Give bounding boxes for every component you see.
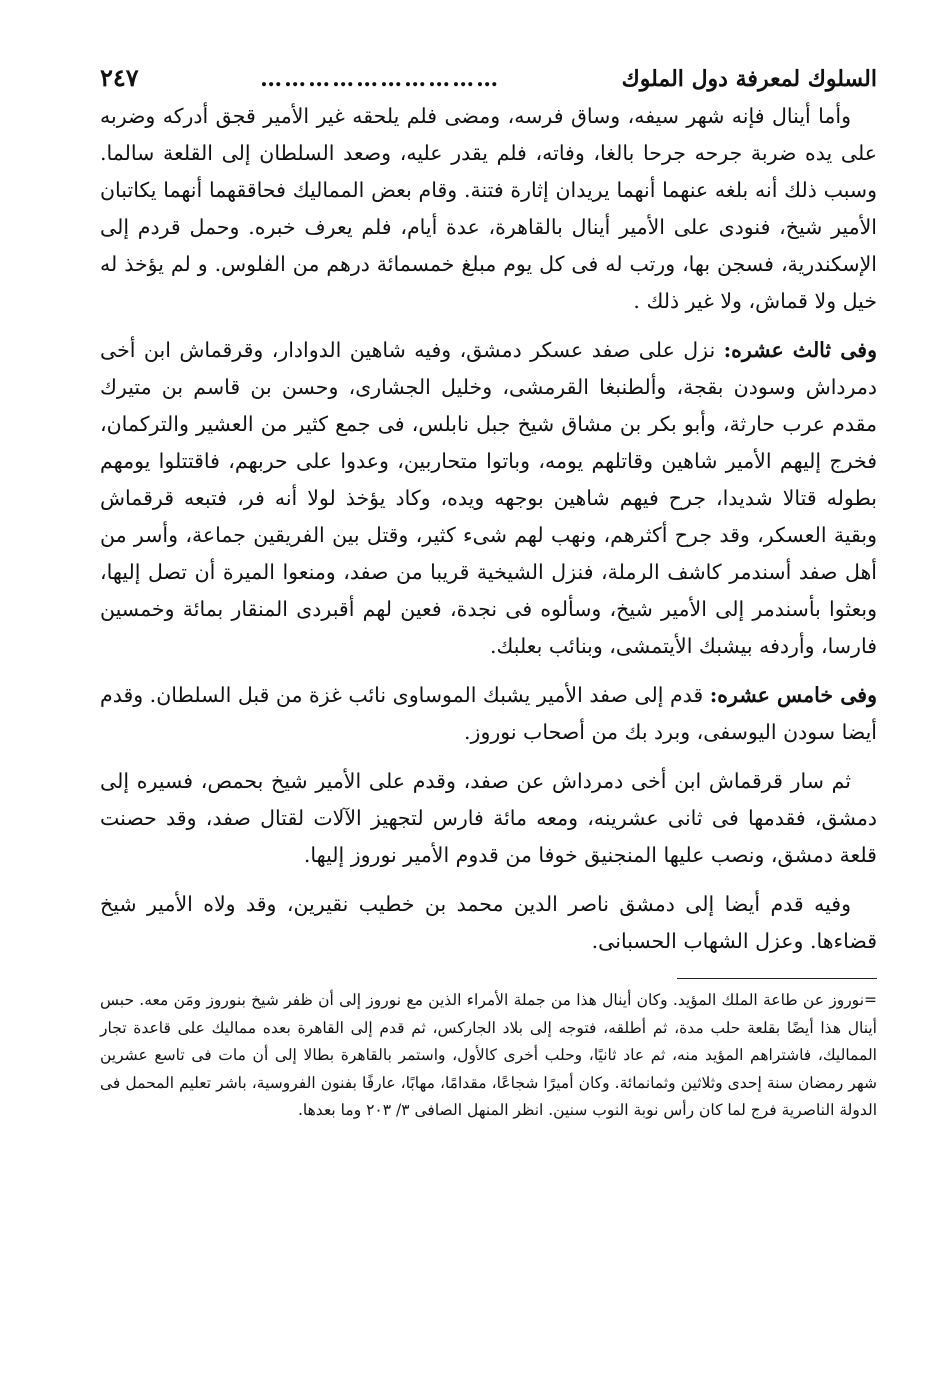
main-text [100,98,877,960]
paragraph-2-lead: وفى ثالث عشره: [723,338,877,362]
leader-dots: ………………………… [260,66,501,92]
page-number: ٢٤٧ [100,63,139,92]
book-page [100,58,877,1368]
paragraph-5-text: وفيه قدم أيضا إلى دمشق ناصر الدين محمد بن خطيب نقيرين، وقد ولاه الأمير شيخ قضاءها. وعزل الشهاب الحسبانى. [100,892,877,953]
running-title: السلوك لمعرفة دول الملوك [621,66,877,92]
footnote-rule [677,978,877,979]
paragraph-2-text: نزل على صفد عسكر دمشق، وفيه شاهين الدوادار، وقرقماش ابن أخى دمرداش وسودن بقجة، وألطنبغا القرمشى، وخليل الجشارى، وحسن بن قاسم بن متيرك مقدم عرب حارثة، وأبو بكر بن مشاق شيخ جبل نابلس، فى جمع كثير من العشير والتركمان، فخرج إليهم الأمير شاهين وقاتلهم يومه، وباتوا متحاربين، وعدوا على حربهم، فاقتتلوا يومهم بطوله قتالا شديدا، جرح فيهم شاهين بوجهه ويده، وكاد يؤخذ لولا أنه فر، فتبعه قرقماش وبقية العسكر، وقد جرح أكثرهم، ونهب لهم شىء كثير، وقتل بين الفريقين جماعة، وأسر من أهل صفد أسندمر كاشف الرملة، فنزل الشيخية قريبا من صفد، ومنعوا الميرة أن تصل إليها، وبعثوا بأسندمر إلى الأمير شيخ، وسألوه فى نجدة، فعين لهم أقبردى المنقار بمائة وخمسين فارسا، وأردفه بيشبك الأيتمشى، وبنائب بعلبك. [100,338,877,658]
paragraph-4-text: ثم سار قرقماش ابن أخى دمرداش عن صفد، وقدم على الأمير شيخ بحمص، فسيره إلى دمشق، فقدمها فى ثانى عشرينه، ومعه مائة فارس لتجهيز الآلات لقتال صفد، وقد حصنت قلعة دمشق، ونصب عليها المنجنيق خوفا من قدوم الأمير نوروز إليها. [100,769,877,867]
paragraph-5 [100,886,877,960]
paragraph-3 [100,677,877,751]
paragraph-1-text: وأما أينال فإنه شهر سيفه، وساق فرسه، ومضى فلم يلحقه غير الأمير قجق أدركه وضربه على يده ضربة جرحه جرحا بالغا، وفاته، فلم يقدر عليه، وصعد السلطان إلى القلعة سالما. وسبب ذلك أنه بلغه عنهما أنهما يريدان إثارة فتنة. وقام بعض المماليك فحاققهما أنهما يكاتبان الأمير شيخ، فنودى على الأمير أينال بالقاهرة، عدة أيام، فلم يعرف خبره. وحمل قردم إلى الإسكندرية، فسجن بها، ورتب له فى كل يوم مبلغ خمسمائة درهم من الفلوس. و لم يؤخذ له خيل ولا قماش، ولا غير ذلك . [100,104,877,313]
footnote-text: =نوروز عن طاعة الملك المؤيد. وكان أينال هذا من جملة الأمراء الذين مع نوروز إلى أن ظفر شيخ بنوروز ومَن معه. حبس أينال هذا أيضًا بقلعة حلب مدة، ثم أطلقه، فتوجه إلى بلاد الجاركس، ثم قدم إلى القاهرة بعده مماليك على قاعدة تجار المماليك، فاشتراهم المؤيد منه، ثم عاد ثانيًا، وحلب أخرى كالأول، واستمر بالقاهرة بطالا إلى أن مات فى تاسع عشرين شهر رمضان سنة إحدى وثلاثين وثمانمائة. وكان أميرًا شجاعًا، مقدامًا، مهابًا، عارفًا بفنون الفروسية، باشر تعليم المحمل فى الدولة الناصرية فرج لما كان رأس نوبة النوب سنين. انظر المنهل الصافى ٣/ ٢٠٣ وما بعدها. [100,991,877,1119]
paragraph-4 [100,763,877,874]
paragraph-3-text: قدم إلى صفد الأمير يشبك الموساوى نائب غزة من قبل السلطان. وقدم أيضا سودن اليوسفى، وبرد بك من أصحاب نوروز. [100,683,877,744]
footnote [100,987,877,1125]
paragraph-3-lead: وفى خامس عشره: [709,683,877,707]
running-header [100,58,877,98]
paragraph-2 [100,332,877,665]
paragraph-1 [100,98,877,320]
